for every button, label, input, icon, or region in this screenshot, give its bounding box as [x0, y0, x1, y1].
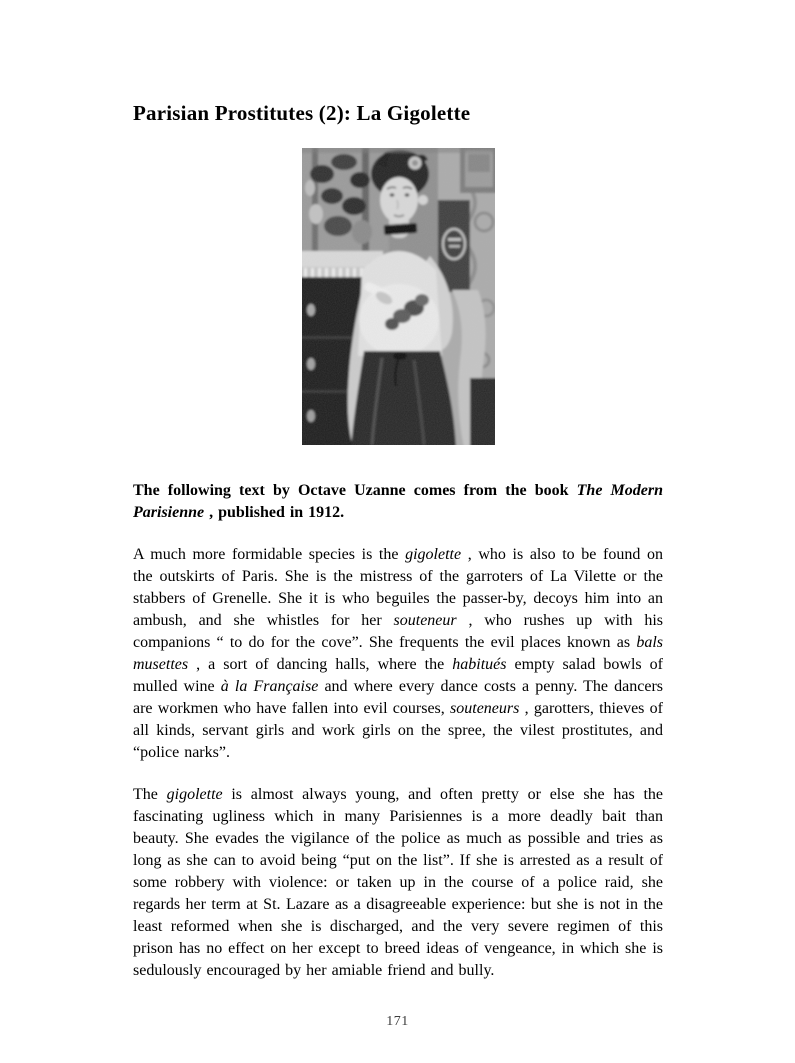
text-segment: The — [133, 786, 167, 804]
text-segment: souteneurs — [450, 700, 520, 718]
text-segment: , a sort of dancing halls, where the — [188, 656, 453, 674]
text-segment: bals musettes — [133, 634, 663, 674]
text-segment: is almost always young, and often pretty or else she has the fascinating ugliness which in many Parisiennes is a more deadly bait than beauty. She evades the vigilance of the police as much as possible and tries as long as she can to avoid being “put on the list”. If she is arrested as a result of some robbery with violence: or taken up in the course of a police raid, she regards her term at St. Lazare as a disagreeable experience: but she is not in the least reformed when she is discharged, and the very severe regimen of this prison has no effect on her except to breed ideas of vengeance, in which she is sedulously encouraged by her amiable friend and bully. — [133, 786, 664, 980]
text-segment: , garotters, thieves of all kinds, servant girls and work girls on the spree, the vilest prostitutes, and “police narks”. — [133, 700, 663, 762]
text-segment: , published in 1912. — [204, 504, 345, 522]
text-segment: empty salad bowls of mulled wine — [133, 656, 664, 696]
text-segment: , who rushes up with his companions “ to do for the cove”. She frequents the evil places known as — [133, 612, 663, 652]
text-segment: à la Française — [220, 678, 319, 696]
page-number: 171 — [386, 1014, 409, 1029]
text-segment: souteneur — [393, 612, 457, 630]
text-segment: The following text by Octave Uzanne comes from the book — [133, 482, 577, 500]
photo-grain-overlay — [302, 148, 495, 445]
portrait-photo-art — [302, 148, 495, 445]
body-paragraph-2 — [133, 784, 663, 982]
page-title: Parisian Prostitutes (2): La Gigolette — [133, 101, 471, 125]
text-segment: and where every dance costs a penny. The dancers are workmen who have fallen into evil courses, — [133, 678, 664, 718]
text-segment: gigolette — [405, 546, 462, 564]
text-segment: gigolette — [166, 786, 223, 804]
body-paragraph-1 — [133, 544, 663, 764]
intro-paragraph — [133, 480, 663, 524]
text-segment: The Modern Parisienne — [133, 482, 663, 522]
portrait-photo — [302, 148, 495, 445]
text-segment: , who is also to be found on the outskirts of Paris. She is the mistress of the garroters of La Vilette or the stabbers of Grenelle. She it is who beguiles the passer-by, decoys him into an ambush, and she whistles for her — [133, 546, 663, 630]
text-segment: A much more formidable species is the — [133, 546, 406, 564]
text-segment: habitués — [452, 656, 507, 674]
